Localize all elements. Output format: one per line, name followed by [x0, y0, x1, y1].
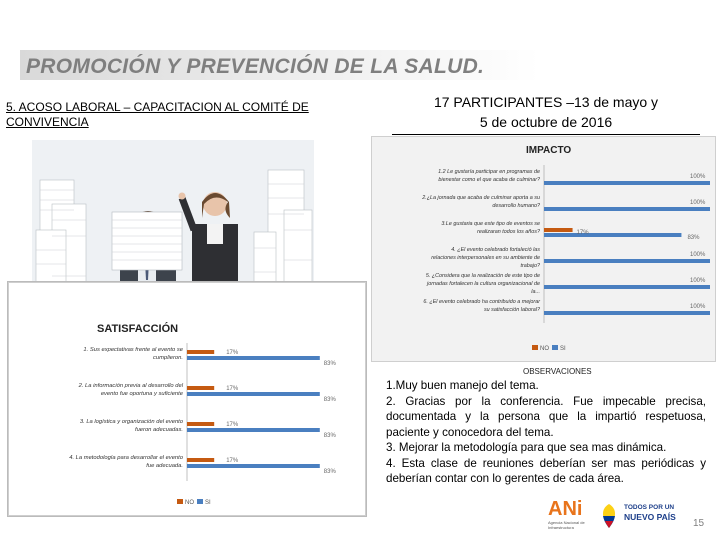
impacto-plot: [372, 137, 715, 361]
satisfaccion-bar-si: [187, 464, 320, 468]
satisfaccion-bar-si: [187, 356, 320, 360]
observaciones-title: OBSERVACIONES: [523, 367, 592, 376]
todos-por-un-nuevo-pais-logo: [598, 498, 698, 534]
satisfaccion-bar-no: [187, 422, 214, 426]
slide-subtitle: 5. ACOSO LABORAL – CAPACITACION AL COMITÉ DE CONVIVENCIA: [6, 100, 309, 129]
impacto-row-label: 1.2 Le gustaría participar en programas de: [438, 169, 540, 175]
impacto-row-label: jornadas fortalecen la cultura organizacional de: [427, 281, 540, 287]
satisfaccion-row-label: fue adecuada.: [146, 463, 183, 469]
impacto-row-label: bienestar como el que acaba de culminar?: [438, 177, 540, 183]
impacto-bar-si: [544, 181, 710, 185]
legend-si-label: SI: [205, 500, 211, 506]
legend-no-swatch: [177, 499, 183, 504]
impacto-row-label: 5. ¿Considera que la realización de este tipo de: [425, 273, 540, 279]
impacto-bar-si: [544, 311, 710, 315]
impacto-row-label: su satisfacción laboral?: [483, 307, 540, 313]
satisfaccion-row-label: fueron adecuadas.: [134, 427, 183, 433]
colombia-flag-icon: [598, 502, 620, 530]
impacto-row-label: realizaran todos los años?: [477, 229, 540, 235]
satisfaccion-bar-no: [187, 458, 214, 462]
observacion-item: 4. Esta clase de reuniones deberían ser mas periódicas y deberían contar con lo gerentes de cada área.: [386, 456, 706, 485]
satisfaccion-row-label: 4. La metodología para desarrollar el evento: [69, 455, 183, 461]
satisfaccion-title: SATISFACCIÓN: [97, 323, 179, 335]
todos-line-1: TODOS POR UN: [624, 504, 675, 511]
satisfaccion-bar-si: [187, 392, 320, 396]
participants-line-2: 5 de octubre de 2016: [479, 114, 613, 130]
satisfaccion-bar-no: [187, 350, 214, 354]
impacto-label-si: 100%: [690, 174, 706, 180]
impacto-label-si: 100%: [690, 200, 706, 206]
satisfaccion-label-si: 83%: [323, 469, 336, 475]
participants-info: [392, 92, 700, 135]
impacto-row-label: 4. ¿El evento celebrado fortaleció las: [451, 247, 540, 253]
satisfaccion-row-label: 2. La información previa al desarrollo del: [78, 383, 183, 389]
impacto-title: IMPACTO: [526, 145, 572, 156]
impacto-chart: [371, 136, 716, 362]
observacion-item: 1.Muy buen manejo del tema.: [386, 379, 539, 392]
slide-title: PROMOCIÓN Y PREVENCIÓN DE LA SALUD.: [26, 55, 485, 78]
observaciones-list: [386, 378, 706, 487]
legend-si-swatch: [197, 499, 203, 504]
satisfaccion-label-no: 17%: [226, 350, 239, 356]
satisfaccion-bar-no: [187, 386, 214, 390]
impacto-bar-no: [544, 228, 573, 232]
impacto-row-label: trabajo?: [520, 263, 540, 269]
impacto-bar-si: [544, 285, 710, 289]
satisfaccion-label-no: 17%: [226, 458, 239, 464]
ani-logo-text: ANi: [548, 498, 583, 520]
impacto-label-no: 17%: [576, 230, 589, 236]
participants-line-1: 17 PARTICIPANTES –13 de mayo y: [433, 94, 659, 110]
satisfaccion-row-label: 3. La logística y organización del evento: [79, 419, 183, 425]
office-photo-illustration: [32, 140, 314, 288]
satisfaccion-label-no: 17%: [226, 386, 239, 392]
impacto-row-label: desarrollo humano?: [492, 203, 540, 209]
satisfaccion-bar-si: [187, 428, 320, 432]
satisfaccion-label-si: 83%: [323, 361, 336, 367]
impacto-label-si: 100%: [690, 278, 706, 284]
impacto-label-si: 100%: [690, 304, 706, 310]
impacto-row-label: la...: [531, 289, 540, 295]
satisfaccion-row-label: cumplieron.: [153, 355, 183, 361]
observacion-item: 3. Mejorar la metodología para que sea mas dinámica.: [386, 441, 667, 454]
satisfaccion-label-no: 17%: [226, 422, 239, 428]
satisfaccion-label-si: 83%: [323, 397, 336, 403]
satisfaccion-row-label: 1. Sus expectativas frente al evento se: [83, 347, 183, 353]
impacto-legend-si-swatch: [552, 345, 558, 350]
impacto-row-label: 2.¿La jornada que acaba de culminar aporta a su: [422, 195, 540, 201]
impacto-legend-no-label: NO: [540, 346, 549, 352]
impacto-bar-si: [544, 207, 710, 211]
impacto-legend-si-label: SI: [560, 346, 566, 352]
impacto-label-si: 83%: [687, 235, 700, 241]
legend-no-label: NO: [185, 500, 194, 506]
impacto-row-label: relaciones interpersonales en su ambiente de: [431, 255, 540, 261]
ani-logo-caption: Agencia Nacional de Infraestructura: [548, 520, 585, 530]
impacto-bar-si: [544, 233, 681, 237]
page-number: 15: [693, 518, 705, 529]
satisfaccion-plot: [9, 283, 365, 515]
satisfaccion-row-label: evento fue oportuna y suficiente: [100, 391, 183, 397]
impacto-label-si: 100%: [690, 252, 706, 258]
impacto-row-label: 6. ¿El evento celebrado ha contribuido a mejorar: [423, 299, 540, 305]
impacto-legend-no-swatch: [532, 345, 538, 350]
impacto-row-label: 3.Le gustaria que este tipo de eventos se: [441, 221, 540, 227]
satisfaccion-chart: [8, 282, 366, 516]
ani-logo: [548, 498, 588, 534]
impacto-bar-si: [544, 259, 710, 263]
observacion-item: 2. Gracias por la conferencia. Fue impecable precisa, documentada y la persona que la impartió respetuosa, paciente y conocedora del tema.: [386, 394, 706, 439]
satisfaccion-label-si: 83%: [323, 433, 336, 439]
todos-line-2: NUEVO PAÍS: [624, 512, 676, 522]
office-photo: [32, 140, 314, 288]
